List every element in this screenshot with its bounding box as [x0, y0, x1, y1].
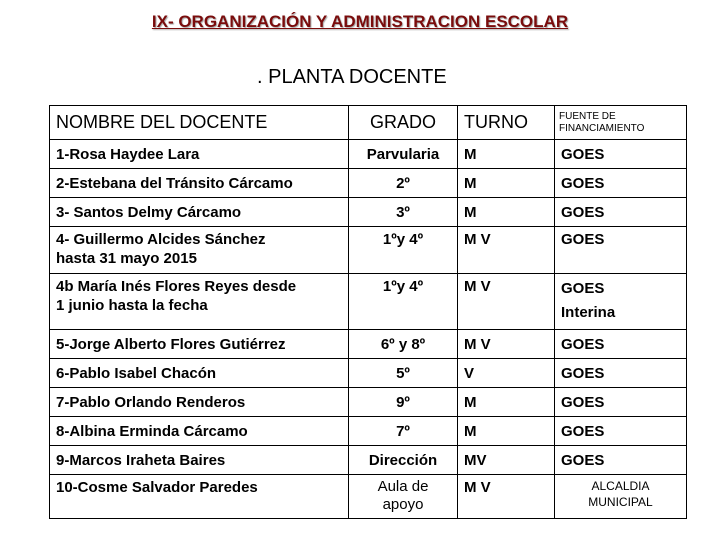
header-fuente-line2: FINANCIAMIENTO [559, 122, 645, 134]
cell-nombre: 8-Albina Erminda Cárcamo [50, 417, 349, 446]
cell-grado: 2º [349, 169, 458, 198]
header-turno: TURNO [458, 106, 555, 140]
cell-nombre-line2: 1 junio hasta la fecha [56, 297, 208, 314]
cell-turno: M [458, 417, 555, 446]
table-row [50, 359, 687, 388]
cell-fuente: GOES [555, 140, 687, 169]
cell-fuente [555, 274, 687, 330]
cell-grado: 3º [349, 198, 458, 227]
table-row [50, 330, 687, 359]
table-row [50, 274, 687, 330]
cell-turno: M [458, 169, 555, 198]
cell-fuente-line2: MUNICIPAL [588, 495, 653, 509]
cell-fuente: GOES [555, 446, 687, 475]
table-row [50, 227, 687, 274]
cell-nombre [50, 227, 349, 274]
cell-turno: M V [458, 475, 555, 519]
cell-fuente [555, 475, 687, 519]
cell-nombre: 9-Marcos Iraheta Baires [50, 446, 349, 475]
cell-grado: 7º [349, 417, 458, 446]
cell-fuente: GOES [555, 388, 687, 417]
table-row [50, 446, 687, 475]
cell-fuente: GOES [555, 198, 687, 227]
cell-turno: M V [458, 274, 555, 330]
header-fuente-line1: FUENTE DE [559, 110, 616, 122]
page-title: IX- ORGANIZACIÓN Y ADMINISTRACION ESCOLAR [151, 12, 569, 31]
cell-grado: 1ºy 4º [349, 227, 458, 274]
cell-turno: M [458, 198, 555, 227]
table-row [50, 169, 687, 198]
table-row [50, 388, 687, 417]
cell-grado-line1: Aula de [377, 478, 429, 495]
cell-nombre: 1-Rosa Haydee Lara [50, 140, 349, 169]
cell-turno: MV [458, 446, 555, 475]
cell-grado: 9º [349, 388, 458, 417]
header-grado: GRADO [349, 106, 458, 140]
cell-nombre: 2-Estebana del Tránsito Cárcamo [50, 169, 349, 198]
cell-grado: Parvularia [349, 140, 458, 169]
cell-fuente: GOES [555, 417, 687, 446]
cell-grado [349, 475, 458, 519]
cell-nombre: 10-Cosme Salvador Paredes [50, 475, 349, 519]
cell-nombre: 3- Santos Delmy Cárcamo [50, 198, 349, 227]
cell-nombre-line1: 4- Guillermo Alcides Sánchez [56, 231, 266, 248]
cell-turno: M [458, 388, 555, 417]
cell-fuente: GOES [555, 330, 687, 359]
planta-docente-table [49, 105, 687, 519]
header-nombre: NOMBRE DEL DOCENTE [50, 106, 349, 140]
cell-fuente-line1: ALCALDIA [591, 479, 650, 493]
cell-turno: M [458, 140, 555, 169]
cell-nombre: 7-Pablo Orlando Renderos [50, 388, 349, 417]
table-row [50, 475, 687, 519]
cell-grado: 1ºy 4º [349, 274, 458, 330]
cell-turno: M V [458, 227, 555, 274]
cell-fuente: GOES [555, 227, 687, 274]
cell-fuente-line2: Interina [561, 304, 616, 321]
cell-nombre [50, 274, 349, 330]
cell-nombre-line2: hasta 31 mayo 2015 [56, 250, 197, 267]
cell-grado: Dirección [349, 446, 458, 475]
section-subtitle: . PLANTA DOCENTE [257, 66, 447, 88]
cell-fuente: GOES [555, 169, 687, 198]
cell-turno: V [458, 359, 555, 388]
cell-fuente: GOES [555, 359, 687, 388]
cell-grado: 5º [349, 359, 458, 388]
table-row [50, 417, 687, 446]
cell-turno: M V [458, 330, 555, 359]
table-row [50, 198, 687, 227]
cell-nombre-line1: 4b María Inés Flores Reyes desde [56, 278, 297, 295]
header-fuente [555, 106, 687, 140]
cell-fuente-line1: GOES [561, 280, 605, 297]
cell-nombre: 6-Pablo Isabel Chacón [50, 359, 349, 388]
cell-nombre: 5-Jorge Alberto Flores Gutiérrez [50, 330, 349, 359]
table-header-row [50, 106, 687, 140]
cell-grado: 6º y 8º [349, 330, 458, 359]
table-row [50, 140, 687, 169]
cell-grado-line2: apoyo [382, 496, 424, 513]
